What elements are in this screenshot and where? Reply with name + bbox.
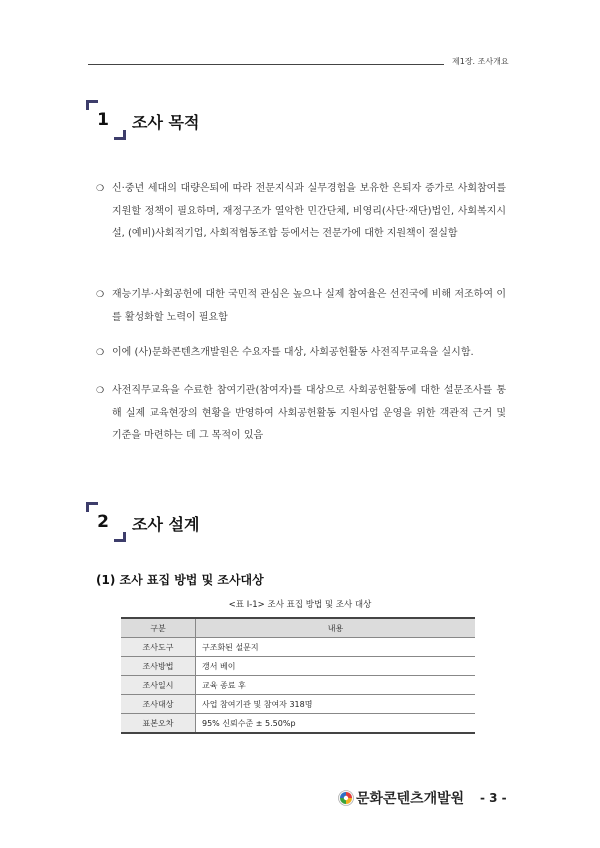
table-row <box>121 638 475 657</box>
row-label: 조사방법 <box>121 657 196 676</box>
bullet-marker: ❍ <box>96 386 105 396</box>
subsection-title: (1) 조사 표집 방법 및 조사대상 <box>96 573 264 587</box>
organization-logo <box>338 790 354 806</box>
row-label: 조사도구 <box>121 638 196 657</box>
row-value: 사업 참여기관 및 참여자 318명 <box>196 695 476 714</box>
survey-design-table <box>121 617 475 734</box>
section-title: 조사 설계 <box>132 515 200 534</box>
column-header: 내용 <box>196 618 476 638</box>
bullet-marker: ❍ <box>96 348 105 358</box>
row-label: 표본오차 <box>121 714 196 734</box>
bullet-marker: ❍ <box>96 290 105 300</box>
bullet-text: 이에 (사)문화콘텐츠개발원은 수요자를 대상, 사회공헌활동 사전직무교육을 실시함. <box>112 347 474 358</box>
row-label: 조사대상 <box>121 695 196 714</box>
column-header: 구분 <box>121 618 196 638</box>
page-number: - 3 - <box>480 791 507 805</box>
table-header-row <box>121 618 475 638</box>
bullet-item <box>96 380 506 448</box>
row-value: 갱서 베이 <box>196 657 476 676</box>
chapter-header: 제1장. 조사개요 <box>452 57 509 66</box>
row-value: 95% 신뢰수준 ± 5.50%p <box>196 714 476 734</box>
bullet-text: 재능기부·사회공헌에 대한 국민적 관심은 높으나 실제 참여율은 선진국에 비해 저조하여 이를 활성화할 노력이 필요함 <box>112 289 506 323</box>
section-number-box <box>86 502 126 542</box>
table-row <box>121 676 475 695</box>
table-caption: <표 Ⅰ-1> 조사 표집 방법 및 조사 대상 <box>228 600 372 610</box>
bullet-item <box>96 342 506 365</box>
section-number-box <box>86 100 126 140</box>
table-row <box>121 714 475 734</box>
organization-name: 문화콘텐츠개발원 <box>356 791 465 807</box>
bullet-text: 신·중년 세대의 대량은퇴에 따라 전문지식과 실무경험을 보유한 은퇴자 증가로 사회참여를 지원할 정책이 필요하며, 재정구조가 열악한 민간단체, 비영리(사단·재단)법인, 사회복지시설, (예비)사회적기업, 사회적협동조합 등에서는 전문가에 대한 지원책이 절실함 <box>112 183 506 239</box>
section-number: 1 <box>97 110 109 130</box>
bullet-item <box>96 284 506 329</box>
header-rule <box>88 64 444 65</box>
bullet-item <box>96 178 506 246</box>
table-row <box>121 695 475 714</box>
section-number: 2 <box>97 512 109 532</box>
bullet-marker: ❍ <box>96 184 105 194</box>
row-value: 교육 종료 후 <box>196 676 476 695</box>
bullet-text: 사전직무교육을 수료한 참여기관(참여자)를 대상으로 사회공헌활동에 대한 설문조사를 통해 실제 교육현장의 현황을 반영하여 사회공헌활동 지원사업 운영을 위한 객관적 근거 및 기준을 마련하는 데 그 목적이 있음 <box>112 385 506 441</box>
row-value: 구조화된 설문지 <box>196 638 476 657</box>
section-title: 조사 목적 <box>132 113 200 132</box>
row-label: 조사일시 <box>121 676 196 695</box>
table-row <box>121 657 475 676</box>
